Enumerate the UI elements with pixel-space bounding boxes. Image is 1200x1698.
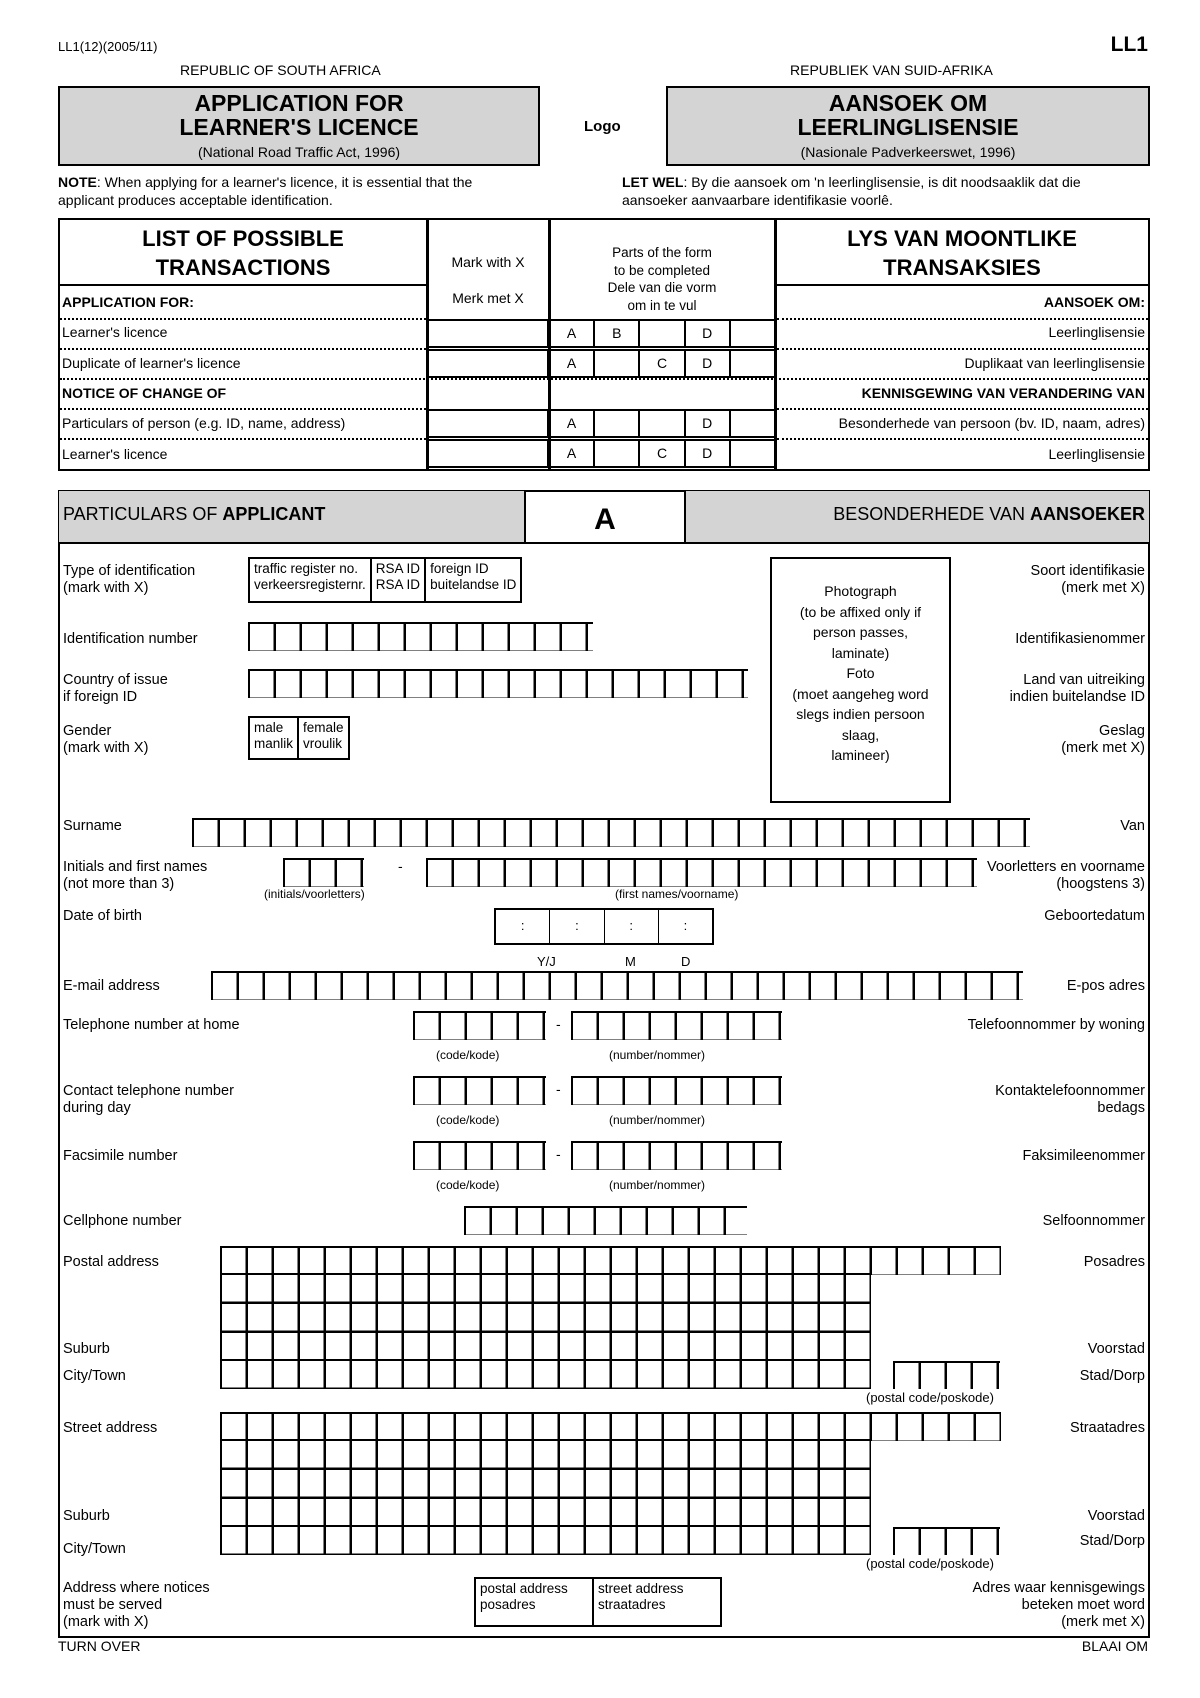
parts-line3: Dele van die vorm <box>607 280 717 295</box>
tel-day-en-2: during day <box>63 1100 131 1116</box>
title-en-act: (National Road Traffic Act, 1996) <box>197 144 401 160</box>
parts-line4: om in te vul <box>627 297 697 313</box>
row4-part-c: C <box>640 441 685 466</box>
logo-placeholder: Logo <box>584 118 621 135</box>
title-box-en <box>58 86 540 166</box>
id-opt1-af: verkeersregisternr. <box>254 577 366 592</box>
id-number-label-af: Identifikasienommer <box>1015 631 1145 647</box>
trans-title-af-2: TRANSAKSIES <box>883 255 1041 280</box>
country-af-2: indien buitelandse ID <box>1009 689 1145 705</box>
parts-line2: to be completed <box>613 262 711 278</box>
row2-part-b <box>595 351 640 376</box>
opt-postal-en: postal address <box>480 1581 568 1596</box>
section-title-af-bold: AANSOEKER <box>1029 504 1145 524</box>
fax-number-sub: (number/nommer) <box>609 1178 706 1192</box>
id-option-rsa-id[interactable] <box>372 559 426 601</box>
gender-option-male[interactable] <box>250 718 299 758</box>
email-label-en: E-mail address <box>63 978 160 994</box>
row1-part-d: D <box>686 321 731 346</box>
fax-dash: - <box>556 1146 561 1162</box>
tel-home-code-sub: (code/kode) <box>436 1048 500 1062</box>
note-af-text: : By die aansoek om 'n leerlinglisensie, is dit noodsaaklik dat die <box>683 174 1081 190</box>
photo-line5: Foto <box>846 665 875 681</box>
id-opt3-en: foreign ID <box>430 561 489 576</box>
dob-m: : <box>605 910 659 943</box>
gender-options <box>248 716 350 760</box>
postal-suburb-label-af: Voorstad <box>1087 1341 1145 1357</box>
row2-mark-box[interactable] <box>426 349 549 378</box>
photo-line4: laminate) <box>831 644 890 661</box>
tel-home-label-af: Telefoonnommer by woning <box>967 1017 1145 1033</box>
title-en-line1: APPLICATION FOR <box>194 90 404 116</box>
row2-en: Duplicate of learner's licence <box>62 355 241 371</box>
row2-af: Duplikaat van leerlinglisensie <box>964 355 1145 371</box>
street-city-label-af: Stad/Dorp <box>1079 1533 1145 1549</box>
notices-label-en <box>63 1580 210 1631</box>
country-en-2: if foreign ID <box>63 689 138 705</box>
postal-label-en: Postal address <box>63 1254 159 1270</box>
id-opt3-af: buitelandse ID <box>430 577 517 592</box>
tel-home-label-en: Telephone number at home <box>63 1017 240 1033</box>
row4-part-e <box>731 441 774 466</box>
id-number-label-en: Identification number <box>63 631 198 647</box>
row4-part-a: A <box>550 441 595 466</box>
notices-en-2: must be served <box>63 1597 163 1613</box>
country-af-1: Land van uitreiking <box>1023 672 1145 688</box>
fax-code-sub: (code/kode) <box>436 1178 500 1192</box>
street-label-af: Straatadres <box>1070 1420 1145 1436</box>
dob-y2: : <box>550 910 604 943</box>
gender-en-2: (mark with X) <box>63 740 149 756</box>
section-title-en-bold: APPLICANT <box>222 504 326 524</box>
row3-parts <box>548 409 776 438</box>
row3-part-d: D <box>686 411 731 436</box>
row2-parts <box>548 349 776 378</box>
row1-mark-box[interactable] <box>426 319 549 348</box>
notices-en-3: (mark with X) <box>63 1614 149 1630</box>
row4-parts <box>548 439 776 468</box>
row3-part-b <box>595 411 640 436</box>
id-type-af-1: Soort identifikasie <box>1030 563 1145 579</box>
surname-boxes[interactable] <box>192 818 1030 847</box>
initials-dash: - <box>398 858 403 874</box>
email-label-af: E-pos adres <box>1066 978 1145 994</box>
app-for-en: APPLICATION FOR: <box>62 294 194 310</box>
gender-option-female[interactable] <box>299 718 348 758</box>
tel-day-af-2: bedags <box>1097 1100 1145 1116</box>
country-label-en <box>63 672 168 706</box>
note-en-label: NOTE <box>58 174 97 190</box>
notices-en-1: Address where notices <box>63 1580 210 1596</box>
id-opt2-en: RSA ID <box>375 561 421 576</box>
photo-line3: person passes, <box>813 624 908 640</box>
notices-af-2: beteken moet word <box>1021 1597 1145 1613</box>
opt-street-af: straatadres <box>598 1597 666 1612</box>
street-postal-code-boxes[interactable] <box>893 1527 1000 1555</box>
id-option-traffic-register[interactable] <box>250 559 372 601</box>
trans-title-af-1: LYS VAN MOONTLIKE <box>847 226 1077 251</box>
opt-street-en: street address <box>598 1581 684 1596</box>
photo-box[interactable] <box>770 557 951 803</box>
row2-part-d: D <box>686 351 731 376</box>
row3-part-e <box>731 411 774 436</box>
id-type-label-en <box>63 563 195 597</box>
male-en: male <box>254 720 284 735</box>
tel-day-dash: - <box>556 1081 561 1097</box>
country-en-1: Country of issue <box>63 672 168 688</box>
country-en: REPUBLIC OF SOUTH AFRICA <box>180 62 381 78</box>
row4-mark-box[interactable] <box>426 439 549 468</box>
postal-city-label-af: Stad/Dorp <box>1079 1368 1145 1384</box>
tel-day-code-sub: (code/kode) <box>436 1113 500 1127</box>
dob-d: : <box>683 918 688 933</box>
tel-day-code-boxes[interactable] <box>413 1076 546 1105</box>
initials-af-2: (hoogstens 3) <box>1056 876 1145 892</box>
dob-m-label: M <box>625 954 636 969</box>
mark-with-x: Mark with X <box>451 254 525 270</box>
notices-label-af <box>973 1580 1145 1631</box>
notice-en: NOTICE OF CHANGE OF <box>62 385 227 401</box>
postal-city-label-en: City/Town <box>63 1368 126 1384</box>
row3-part-c <box>640 411 685 436</box>
tel-home-number-boxes[interactable] <box>571 1011 782 1040</box>
female-af: vroulik <box>303 736 343 751</box>
row1-part-e <box>731 321 774 346</box>
row3-af: Besonderhede van persoon (bv. ID, naam, adres) <box>838 415 1145 431</box>
note-en-text: : When applying for a learner's licence, it is essential that the <box>96 174 473 190</box>
form-code: LL1(12)(2005/11) <box>58 39 158 54</box>
id-opt2-af: RSA ID <box>375 577 421 592</box>
tel-home-number-sub: (number/nommer) <box>609 1048 706 1062</box>
row2-part-e <box>731 351 774 376</box>
section-title-af-prefix: BESONDERHEDE VAN <box>833 504 1030 524</box>
blaai-om: BLAAI OM <box>1081 1638 1148 1654</box>
dob-y1: : <box>496 910 550 943</box>
street-lines-boxes[interactable] <box>220 1439 871 1527</box>
trans-title-en-1: LIST OF POSSIBLE <box>142 226 344 251</box>
tel-home-code-boxes[interactable] <box>413 1011 546 1040</box>
postal-suburb-label-en: Suburb <box>63 1341 110 1357</box>
initials-en-2: (not more than 3) <box>63 876 175 892</box>
title-box-af <box>666 86 1150 166</box>
row1-part-a: A <box>550 321 595 346</box>
first-names-sub: (first names/voorname) <box>615 887 739 901</box>
note-en <box>58 174 472 191</box>
row1-part-b: B <box>595 321 640 346</box>
photo-line8: slaag, <box>841 726 880 743</box>
country-boxes[interactable] <box>248 669 748 698</box>
row1-af: Leerlinglisensie <box>1048 324 1145 340</box>
notices-option-street[interactable] <box>594 1579 720 1625</box>
section-title-af <box>833 503 1145 525</box>
dob-label-af: Geboortedatum <box>1044 908 1145 924</box>
section-title-en-prefix: PARTICULARS OF <box>63 504 223 524</box>
row1-parts <box>548 319 776 348</box>
id-type-af-2: (merk met X) <box>1061 580 1145 596</box>
street-city-label-en: City/Town <box>63 1541 126 1557</box>
id-type-label-af <box>1031 563 1145 597</box>
notice-af: KENNISGEWING VAN VERANDERING VAN <box>861 385 1145 401</box>
cell-label-af: Selfoonnommer <box>1042 1213 1145 1229</box>
fax-label-en: Facsimile number <box>63 1148 178 1164</box>
gender-label-en <box>63 723 148 757</box>
fax-label-af: Faksimileenommer <box>1022 1148 1145 1164</box>
gender-en-1: Gender <box>63 723 112 739</box>
postal-code-sub: (postal code/poskode) <box>866 1390 994 1405</box>
female-en: female <box>303 720 344 735</box>
notices-option-postal[interactable] <box>476 1579 594 1625</box>
section-letter: A <box>524 490 686 544</box>
initials-label-en <box>63 859 207 893</box>
street-line1-boxes[interactable] <box>220 1412 1001 1441</box>
tel-day-label-en <box>63 1083 234 1117</box>
id-number-boxes[interactable] <box>248 622 593 651</box>
row3-part-a: A <box>550 411 595 436</box>
fax-number-boxes[interactable] <box>571 1141 782 1170</box>
title-af-act: (Nasionale Padverkeerswet, 1996) <box>800 144 1016 160</box>
id-opt1-en: traffic register no. <box>254 561 359 576</box>
id-type-en-2: (mark with X) <box>63 580 149 596</box>
photo-line2: (to be affixed only if <box>799 603 922 620</box>
email-boxes[interactable] <box>211 971 1023 1000</box>
gender-label-af <box>1061 723 1145 757</box>
tel-day-number-sub: (number/nommer) <box>609 1113 706 1127</box>
notices-af-3: (merk met X) <box>1061 1614 1145 1630</box>
tel-home-dash: - <box>556 1016 561 1032</box>
tel-day-af-1: Kontaktelefoonnommer <box>995 1083 1145 1099</box>
tel-day-en-1: Contact telephone number <box>63 1083 234 1099</box>
row3-mark-box[interactable] <box>426 409 549 438</box>
title-af-line2: LEERLINGLISENSIE <box>797 114 1019 140</box>
parts-label <box>550 244 774 314</box>
postal-line1-boxes[interactable] <box>220 1246 1001 1275</box>
street-postal-code-sub: (postal code/poskode) <box>866 1556 994 1571</box>
row4-en: Learner's licence <box>62 446 168 462</box>
initials-sub: (initials/voorletters) <box>264 887 365 901</box>
tel-day-number-boxes[interactable] <box>571 1076 782 1105</box>
postal-label-af: Posadres <box>1083 1254 1145 1270</box>
id-type-en-1: Type of identification <box>63 563 196 579</box>
initials-boxes[interactable] <box>283 858 364 887</box>
merk-met-x: Merk met X <box>452 290 524 306</box>
row4-af: Leerlinglisensie <box>1048 446 1145 462</box>
street-city-boxes[interactable] <box>220 1525 871 1555</box>
note-af-text2: aansoeker aanvaarbare identifikasie voorlê. <box>622 192 893 208</box>
street-suburb-label-af: Voorstad <box>1087 1508 1145 1524</box>
id-type-options <box>248 557 522 603</box>
row2-part-c: C <box>640 351 685 376</box>
cell-boxes[interactable] <box>464 1206 747 1235</box>
country-af: REPUBLIEK VAN SUID-AFRIKA <box>790 62 993 78</box>
surname-label-en: Surname <box>63 818 122 834</box>
country-label-af <box>1010 672 1145 706</box>
initials-af-1: Voorletters en voorname <box>987 859 1145 875</box>
cell-label-en: Cellphone number <box>63 1213 182 1229</box>
photo-line7: slegs indien persoon <box>796 706 925 722</box>
street-suburb-label-en: Suburb <box>63 1508 110 1524</box>
note-af-label: LET WEL <box>622 174 684 190</box>
male-af: manlik <box>254 736 294 751</box>
dob-y-label: Y/J <box>537 954 556 969</box>
dob-d-label: D <box>681 954 691 969</box>
notices-af-1: Adres waar kennisgewings <box>972 1580 1145 1596</box>
parts-line1: Parts of the form <box>612 245 712 260</box>
note-en-text2: applicant produces acceptable identification. <box>58 192 333 208</box>
id-option-foreign-id[interactable] <box>426 559 520 601</box>
initials-label-af <box>987 859 1145 893</box>
photo-line6: (moet aangeheg word <box>792 685 929 702</box>
row1-part-c <box>640 321 685 346</box>
dob-label-en: Date of birth <box>63 908 142 924</box>
form-id: LL1 <box>1110 33 1148 56</box>
trans-title-en-2: TRANSACTIONS <box>155 255 331 280</box>
note-af <box>622 174 1081 191</box>
photo-line9: lamineer) <box>831 747 890 763</box>
gender-af-1: Geslag <box>1099 723 1145 739</box>
section-title-en <box>63 503 325 525</box>
street-label-en: Street address <box>63 1420 158 1436</box>
surname-label-af: Van <box>1120 818 1145 834</box>
app-for-af: AANSOEK OM: <box>1043 294 1145 310</box>
gender-af-2: (merk met X) <box>1061 740 1145 756</box>
fax-code-boxes[interactable] <box>413 1141 546 1170</box>
postal-code-boxes[interactable] <box>893 1361 1000 1389</box>
photo-line1: Photograph <box>824 583 897 599</box>
title-en-line2: LEARNER'S LICENCE <box>179 114 419 140</box>
notices-options <box>474 1577 722 1627</box>
postal-city-boxes[interactable] <box>220 1359 871 1389</box>
row4-part-d: D <box>686 441 731 466</box>
turn-over: TURN OVER <box>58 1638 141 1654</box>
tel-day-label-af <box>995 1083 1145 1117</box>
row1-en: Learner's licence <box>62 324 168 340</box>
initials-en-1: Initials and first names <box>63 859 208 875</box>
first-names-boxes[interactable] <box>426 858 977 887</box>
row2-part-a: A <box>550 351 595 376</box>
row3-en: Particulars of person (e.g. ID, name, address) <box>62 415 346 431</box>
row4-part-b <box>595 441 640 466</box>
opt-postal-af: posadres <box>480 1597 536 1612</box>
title-af-line1: AANSOEK OM <box>828 90 988 116</box>
postal-lines-boxes[interactable] <box>220 1273 871 1361</box>
dob-boxes[interactable] <box>494 908 714 945</box>
